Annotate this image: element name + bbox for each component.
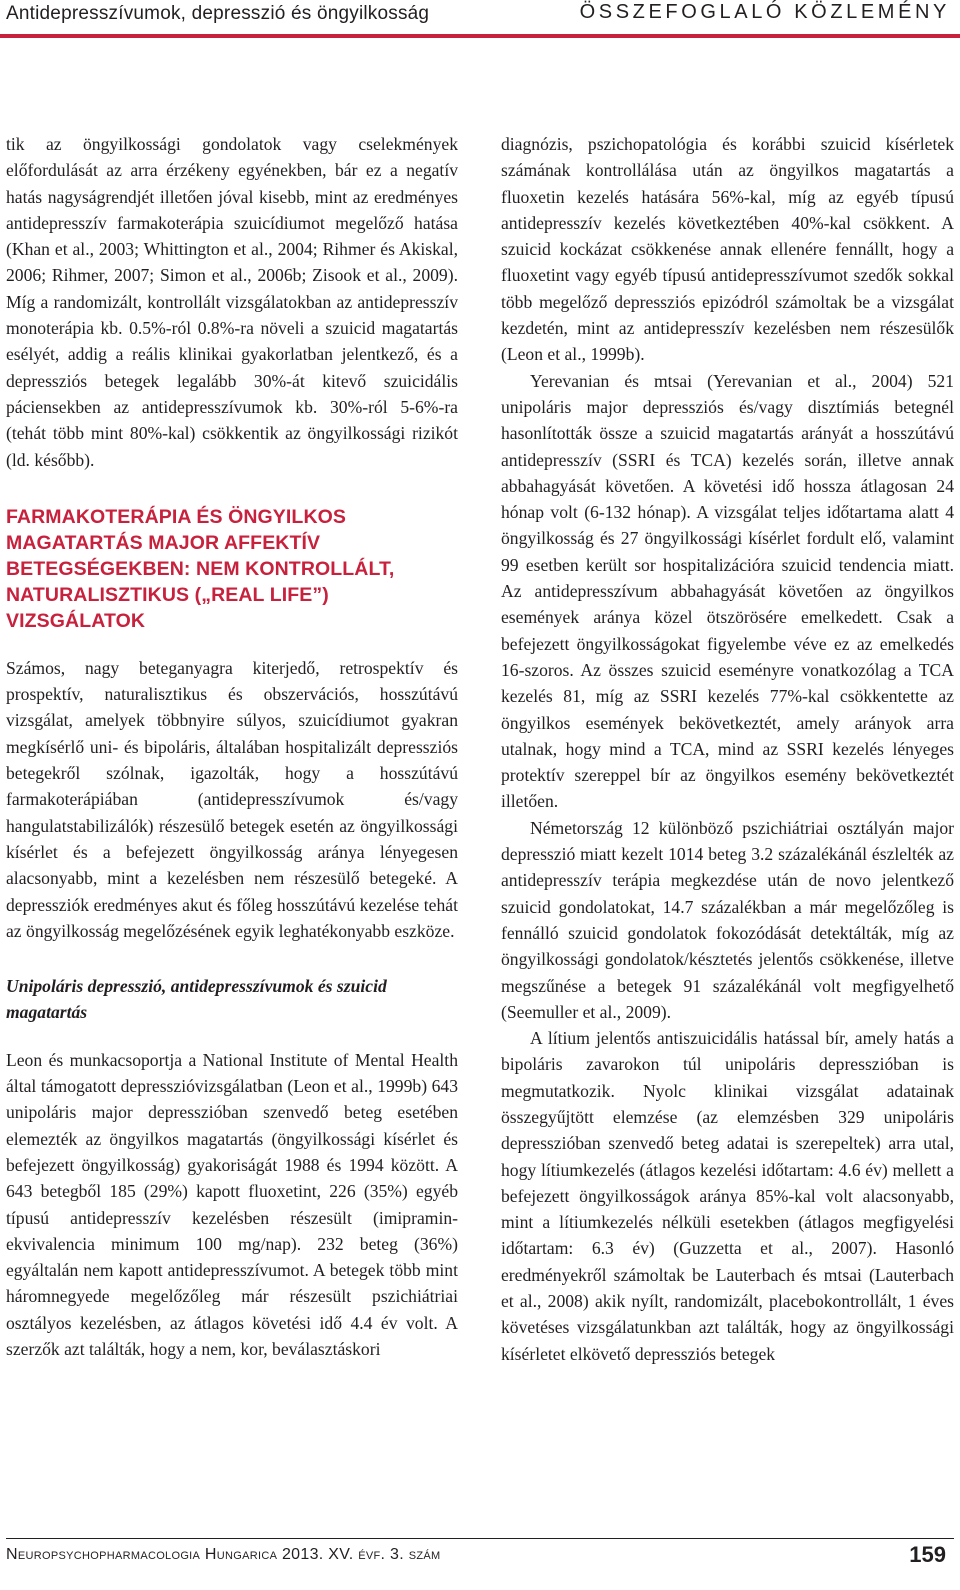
section-label: ÖSSZEFOGLALÓ KÖZLEMÉNY: [579, 1, 950, 23]
left-paragraph-2: Számos, nagy beteganyagra kiterjedő, retrospektív és prospektív, naturalisztikus és obszervációs, hosszútávú vizsgálat, amelyek többnyire súlyos, szuicídiumot gyakran megkísérlő uni- és bipoláris, általában hospitalizált depressziós betegekről szólnak, igazolták, hogy a hosszútávú farmakoterápiában (antidepresszívumok és/vagy hangulatstabilizálók) részesülő betegek esetén az öngyilkossági kísérlet és a befejezett öngyilkosság aránya lényegesen alacsonyabb, mint a kezelésben nem részesülő betegeké. A depressziók eredményes akut és főleg hosszútávú kezelése tehát az öngyilkosság megelőzésének egyik leghatékonyabb eszköze.: [6, 657, 458, 941]
left-paragraph-3: Leon és munkacsoportja a National Institute of Mental Health által támogatott depresszióvizsgálatban (Leon et al., 1999b) 643 unipoláris major depresszióban szenvedő beteg esetében elemezték az öngyilkos magatartás (öngyilkossági kísérlet és befejezett öngyilkosság) gyakoriságát 1988 és 1994 között. A 643 betegből 185 (29%) kapott fluoxetint, 226 (35%) egyéb típusú antidepresszív kezelésben részesült (imipramin-ekvivalencia minimum 100 mg/nap). 232 beteg (36%) egyáltalán nem kapott antidepresszívumot. A betegek több mint háromnegyede megelőzőleg már részesült pszichiátriai osztályos kezelésben, az átlagos követési idő 4.4 év volt. A szerzők azt találták, hogy a nem, kor, beválasztáskori: [6, 1049, 458, 1359]
left-paragraph-1: tik az öngyilkossági gondolatok vagy cselekmények előfordulását az arra érzékeny egyénekben, bár ez a negatív hatás nagyságrendjét illetően jóval kisebb, mint az eredményes antidepresszív farmakoterápia szuicídiumot megelőző hatása (Khan et al., 2003; Whittington et al., 2004; Rihmer és Akiskal, 2006; Rihmer, 2007; Simon et al., 2006b; Zisook et al., 2009). Míg a randomizált, kontrollált vizsgálatokban az antidepresszív monoterápia kb. 0.5%-ról 0.8%-ra növeli a szuicid magatartás esélyét, addig a reális klinikai gyakorlatban jelentkező, és a depressziós betegek legalább 30%-át kitevő szuicidális páciensekben az antidepresszívumok kb. 30%-ról 5-6%-ra (tehát több mint 80%-kal) csökkentik az öngyilkossági rizikót (ld. később).: [6, 134, 458, 470]
right-column: [501, 131, 954, 1367]
running-header-title: Antidepresszívumok, depresszió és öngyilkosság: [6, 3, 430, 24]
right-paragraph-2: Yerevanian és mtsai (Yerevanian et al., 2004) 521 unipoláris major depressziós és/vagy disztímiás betegnél hasonlították össze a szuicid magatartás arányát a hosszútávú antidepresszív (SSRI és TCA) kezelés során, illetve annak abbahagyását követően. A követési idő hossza átlagosan 24 hónap volt (6-132 hónap). A vizsgálat teljes időtartama alatt 4 öngyilkosság és 27 öngyilkossági kísérlet fordult elő, valamint 99 esetben került sor hospitalizációra szuicid tendencia miatt. Az antidepresszívum abbahagyását követően az öngyilkos események aránya közel ötszörösére emelkedett. Csak a befejezett öngyilkosságokat figyelembe véve ez az emelkedés 16-szoros. Az összes szuicid eseményre vonatkozólag a TCA kezelés 81, míg az SSRI kezelés 77%-kal csökkentette az öngyilkos események bekövetkeztét, amely arányok arra utalnak, hogy mind a TCA, mind az SSRI kezelés lényeges protektív szereppel bír az öngyilkos esemény bekövetkeztét illetően.: [501, 370, 954, 812]
right-paragraph-4: A lítium jelentős antiszuicidális hatással bír, amely hatás a bipoláris zavarokon túl unipoláris depresszióban is megmutatkozik. Nyolc klinikai vizsgálat adatainak összegyűjtött elemzése (az elemzésben 329 unipoláris depresszióban szenvedő beteg adatai is szerepeltek) arra utal, hogy lítiumkezelés (átlagos kezelési időtartam: 4.6 év) mellett a befejezett öngyilkosságok aránya 85%-kal volt alacsonyabb, mint a lítiumkezelés nélküli esetekben (átlagos megfigyelési időtartam: 6.3 év) (Guzzetta et al., 2007). Hasonló eredményekről számoltak be Lauterbach és mtsai (Lauterbach et al., 2008) akik nyílt, randomizált, placebokontrollált, 1 éves követéses vizsgálatunkban azt találták, hogy az öngyilkossági kísérletet elkövető depressziós betegek: [501, 1028, 954, 1364]
journal-citation: Neuropsychopharmacologia Hungarica 2013. XV. évf. 3. szám: [6, 1546, 441, 1563]
right-paragraph-3: Németország 12 különböző pszichiátriai osztályán major depresszió miatt kezelt 1014 beteg 3.2 százalékánál észlelték az antidepresszív terápia megkezdése után de novo jelentkező szuicid gondolatokat, 14.7 százalékban a már megelőzőleg is fennálló szuicid gondolatok fokozódását detektálták, míg az öngyilkossági gondolatok/késztetés jelentős csökkenése, illetve megszűnése a betegek 91 százalékánál volt megfigyelhető (Seemuller et al., 2009).: [501, 817, 954, 1022]
header-divider: [0, 34, 960, 38]
left-column: [6, 131, 458, 1362]
footer-divider: [6, 1538, 954, 1539]
right-paragraph-1: diagnózis, pszichopatológia és korábbi szuicid kísérletek számának kontrollálása után az öngyilkos magatartás a fluoxetin kezelés hatására 56%-kal, míg az egyéb típusú antidepresszív kezelés következtében 40%-kal csökkent. A szuicid kockázat csökkenése annak ellenére fennállt, hogy a fluoxetint vagy egyéb típusú antidepresszívumot szedők sokkal több megelőző depressziós epizódról számoltak be a vizsgálat kezdetén, mint az antidepresszív kezelésben nem részesülők (Leon et al., 1999b).: [501, 134, 954, 365]
page-number: 159: [909, 1542, 946, 1567]
subsection-heading: Unipoláris depresszió, antidepresszívumok és szuicid magatartás: [6, 976, 387, 1023]
section-heading: FARMAKOTERÁPIA ÉS ÖNGYILKOS MAGATARTÁS MAJOR AFFEKTÍV BETEGSÉGEKBEN: NEM KONTROLLÁLT, NATURALISZTIKUS („REAL LIFE”) VIZSGÁLATOK: [6, 505, 395, 632]
